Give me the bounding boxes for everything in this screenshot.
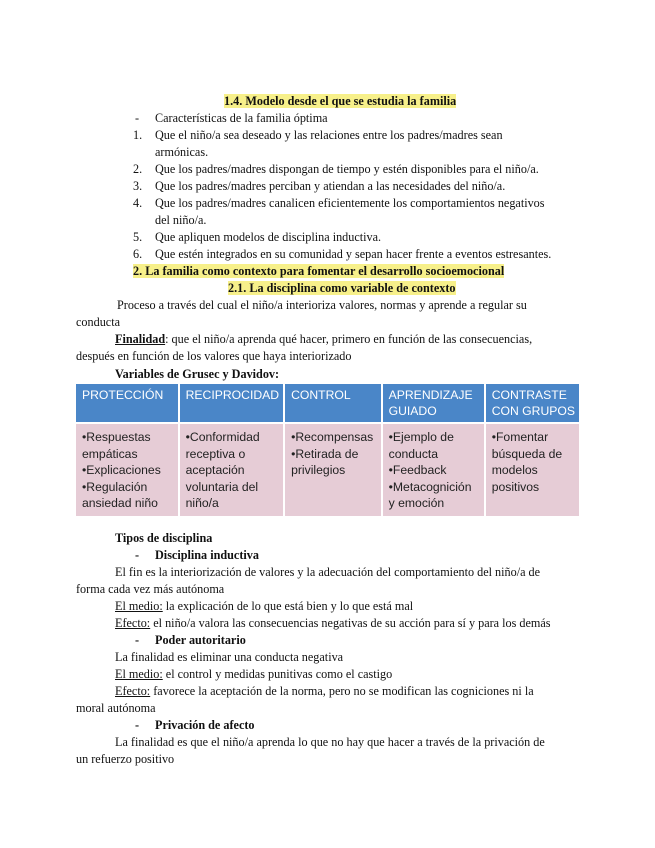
list-intro: Características de la familia óptima (155, 111, 328, 125)
inductiva-efecto: Efecto: el niño/a valora las consecuencias negativas de su acción para sí y para los demás (115, 616, 551, 630)
variables-table (76, 384, 579, 516)
table-header: APRENDIZAJE GUIADO (382, 384, 485, 423)
afecto-desc: La finalidad es que el niño/a aprenda lo que no hay que hacer a través de la privación de (115, 735, 545, 749)
dash-marker: - (135, 718, 140, 732)
list-item-line: del niño/a. (155, 213, 207, 227)
list-item-line: armónicas. (155, 145, 209, 159)
list-item-line: Que los padres/madres dispongan de tiempo y estén disponibles para el niño/a. (155, 162, 539, 176)
paragraph-line: conducta (76, 315, 120, 329)
table-header: RECIPROCIDAD (179, 384, 284, 423)
list-item-line: Que los padres/madres canalicen eficientemente los comportamientos negativos (155, 196, 545, 210)
autoritario-desc: La finalidad es eliminar una conducta negativa (115, 650, 344, 664)
paragraph-line: Proceso a través del cual el niño/a interioriza valores, normas y aprende a regular su (117, 298, 527, 312)
tipos-heading: Tipos de disciplina (115, 531, 213, 545)
inductiva-medio: El medio: la explicación de lo que está bien y lo que está mal (115, 599, 414, 613)
table-header: CONTRASTE CON GRUPOS (485, 384, 579, 423)
dash-marker: - (135, 111, 140, 125)
table-cell: •Recompensas •Retirada de privilegios (284, 423, 382, 516)
list-item-line: Que estén integrados en su comunidad y sepan hacer frente a eventos estresantes. (155, 247, 552, 261)
dash-marker: - (135, 548, 140, 562)
table-cell: •Conformidad receptiva o aceptación voluntaria del niño/a (179, 423, 284, 516)
autoritario-title: Poder autoritario (155, 633, 246, 647)
inductiva-desc: forma cada vez más autónoma (76, 582, 225, 596)
list-num: 4. (133, 196, 143, 210)
list-num: 6. (133, 247, 143, 261)
table-cell: •Ejemplo de conducta •Feedback •Metacognición y emoción (382, 423, 485, 516)
afecto-desc: un refuerzo positivo (76, 752, 175, 766)
afecto-title: Privación de afecto (155, 718, 255, 732)
section-title-2: 2. La familia como contexto para fomentar el desarrollo socioemocional (133, 264, 505, 278)
list-num: 5. (133, 230, 143, 244)
table-cell: •Fomentar búsqueda de modelos positivos (485, 423, 579, 516)
table-row (76, 423, 579, 516)
list-item-line: Que los padres/madres perciban y atiendan a las necesidades del niño/a. (155, 179, 506, 193)
autoritario-efecto-cont: moral autónoma (76, 701, 156, 715)
finalidad-line: después en función de los valores que haya interiorizado (76, 349, 352, 363)
autoritario-efecto: Efecto: favorece la aceptación de la norma, pero no se modifican las cogniciones ni la (115, 684, 534, 698)
table-cell: •Respuestas empáticas •Explicaciones •Regulación ansiedad niño (76, 423, 179, 516)
list-item-line: Que apliquen modelos de disciplina inductiva. (155, 230, 382, 244)
list-num: 3. (133, 179, 143, 193)
section-title-1-4: 1.4. Modelo desde el que se estudia la familia (224, 94, 457, 108)
finalidad-label: Finalidad (115, 332, 166, 346)
dash-marker: - (135, 633, 140, 647)
list-item-line: Que el niño/a sea deseado y las relaciones entre los padres/madres sean (155, 128, 503, 142)
list-num: 2. (133, 162, 143, 176)
variables-heading: Variables de Grusec y Davidov: (115, 367, 280, 381)
table-header: CONTROL (284, 384, 382, 423)
section-title-2-1: 2.1. La disciplina como variable de contexto (228, 281, 456, 295)
list-num: 1. (133, 128, 143, 142)
finalidad-line: Finalidad: que el niño/a aprenda qué hacer, primero en función de las consecuencias, (115, 332, 533, 346)
table-header: PROTECCIÓN (76, 384, 179, 423)
inductiva-desc: El fin es la interiorización de valores y la adecuación del comportamiento del niño/a de (115, 565, 541, 579)
inductiva-title: Disciplina inductiva (155, 548, 259, 562)
table-header-row (76, 384, 579, 423)
autoritario-medio: El medio: el control y medidas punitivas como el castigo (115, 667, 393, 681)
